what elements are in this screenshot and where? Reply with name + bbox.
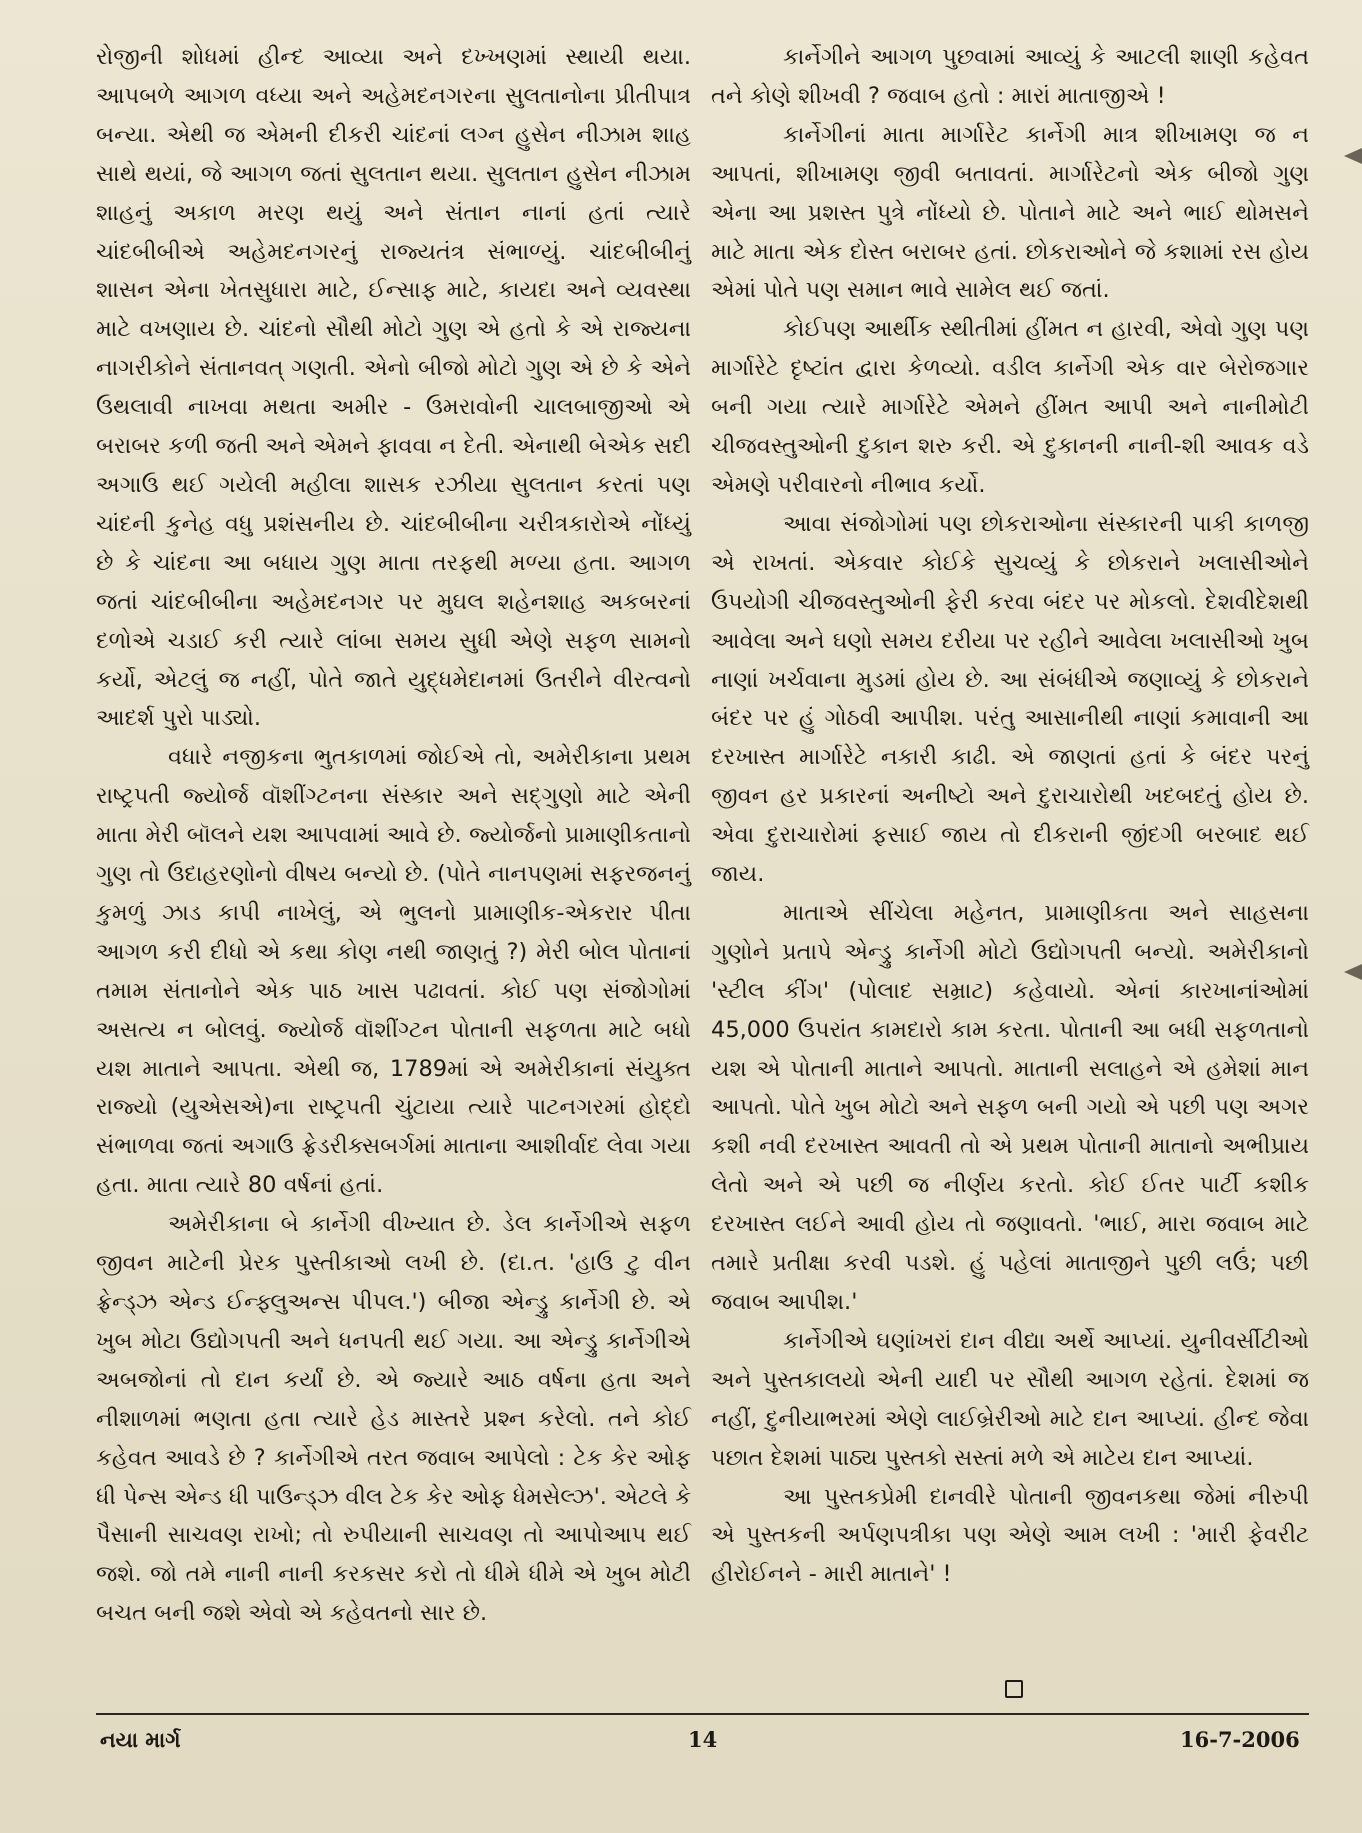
page-edge-marker-icon <box>1344 964 1362 980</box>
paragraph-left-2: વધારે નજીકના ભુતકાળમાં જોઈએ તો, અમેરીકાના પ્રથમ રાષ્ટ્રપતી જ્યોર્જ વૉશીંગ્ટનના સંસ્કાર અને સદ્ગુણો માટે એની માતા મેરી બૉલને યશ આપવામાં આવે છે. જ્યોર્જનો પ્રામાણીકતાનો ગુણ તો ઉદાહરણોનો વીષય બન્યો છે. (પોતે નાનપણમાં સફરજનનું કુમળું ઝાડ કાપી નાખેલું, એ ભુલનો પ્રામાણીક-એકરાર પીતા આગળ કરી દીધો એ કથા કોણ નથી જાણતું ?) મેરી બોલ પોતાનાં તમામ સંતાનોને એક પાઠ ખાસ પઢાવતાં. કોઈ પણ સંજોગોમાં અસત્ય ન બોલવું. જ્યોર્જ વૉશીંગ્ટન પોતાની સફળતા માટે બધો યશ માતાને આપતા. એથી જ, 1789માં એ અમેરીકાનાં સંયુક્ત રાજ્યો (યુએસએ)ના રાષ્ટ્રપતી ચુંટાયા ત્યારે પાટનગરમાં હોદ્દો સંભાળવા જતાં અગાઉ ફ્રેડરીક્સબર્ગમાં માતાના આશીર્વાદ લેવા ગયા હતા. માતા ત્યારે 80 વર્ષનાં હતાં. <box>96 744 691 1199</box>
paragraph-right-1: કાર્નેગીને આગળ પુછવામાં આવ્યું કે આટલી શાણી કહેવત તને કોણે શીખવી ? જવાબ હતો : મારાં માતાજીએ ! <box>711 44 1309 109</box>
paragraph-right-3: કોઈપણ આર્થીક સ્થીતીમાં હીંમત ન હારવી, એવો ગુણ પણ માર્ગારેટે દૃષ્ટાંત દ્વારા કેળવ્યો. વડીલ કાર્નેગી એક વાર બેરોજગાર બની ગયા ત્યારે માર્ગારેટે એમને હીંમત આપી અને નાનીમોટી ચીજવસ્તુઓની દુકાન શરુ કરી. એ દુકાનની નાની-શી આવક વડે એમણે પરીવારનો નીભાવ કર્યો. <box>711 316 1309 498</box>
footer-divider <box>96 1713 1309 1715</box>
footer-page-number: 14 <box>688 1727 718 1752</box>
paragraph-right-2: કાર્નેગીનાં માતા માર્ગારેટ કાર્નેગી માત્ર શીખામણ જ ન આપતાં, શીખામણ જીવી બતાવતાં. માર્ગારેટનો એક બીજો ગુણ એના આ પ્રશસ્ત પુત્રે નોંધ્યો છે. પોતાને માટે અને ભાઈ થોમસને માટે માતા એક દોસ્ત બરાબર હતાં. છોકરાઓને જે કશામાં રસ હોય એમાં પોતે પણ સમાન ભાવે સામેલ થઈ જતાં. <box>711 121 1309 304</box>
right-column <box>711 38 1309 1594</box>
footer-publication-name: નયા માર્ગ <box>100 1727 181 1752</box>
article-end-square-icon <box>1005 1680 1023 1698</box>
paragraph-left-3: અમેરીકાના બે કાર્નેગી વીખ્યાત છે. ડેલ કાર્નેગીએ સફળ જીવન માટેની પ્રેરક પુસ્તીકાઓ લખી છે. (દા.ત. 'હાઉ ટુ વીન ફ્રેન્ડ્ઝ એન્ડ ઈન્ફ્લુઅન્સ પીપલ.') બીજા એન્ડ્રુ કાર્નેગી છે. એ ખુબ મોટા ઉદ્યોગપતી અને ધનપતી થઈ ગયા. આ એન્ડ્રુ કાર્નેગીએ અબજોનાં તો દાન કર્યાં છે. એ જ્યારે આઠ વર્ષના હતા અને નીશાળમાં ભણતા હતા ત્યારે હેડ માસ્તરે પ્રશ્ન કરેલો. તને કોઈ કહેવત આવડે છે ? કાર્નેગીએ તરત જવાબ આપેલો : ટેક કેર ઓફ ધી પેન્સ એન્ડ ધી પાઉન્ડ્ઝ વીલ ટેક કેર ઓફ ધેમસેલ્ઝ'. એટલે કે પૈસાની સાચવણ રાખો; તો રુપીયાની સાચવણ તો આપોઆપ થઈ જશે. જો તમે નાની નાની કરકસર કરો તો ધીમે ધીમે એ ખુબ મોટી બચત બની જશે એવો એ કહેવતનો સાર છે. <box>96 1211 691 1627</box>
paragraph-left-1: રોજીની શોધમાં હીન્દ આવ્યા અને દખ્ખણમાં સ્થાયી થયા. આપબળે આગળ વધ્યા અને અહેમદનગરના સુલતાનોના પ્રીતીપાત્ર બન્યા. એથી જ એમની દીકરી ચાંદનાં લગ્ન હુસેન નીઝામ શાહ સાથે થયાં, જે આગળ જતાં સુલતાન થયા. સુલતાન હુસેન નીઝામ શાહનું અકાળ મરણ થયું અને સંતાન નાનાં હતાં ત્યારે ચાંદબીબીએ અહેમદનગરનું રાજ્યતંત્ર સંભાળ્યું. ચાંદબીબીનું શાસન એના ખેતસુધારા માટે, ઈન્સાફ માટે, કાયદા અને વ્યવસ્થા માટે વખણાય છે. ચાંદનો સૌથી મોટો ગુણ એ હતો કે એ રાજ્યના નાગરીકોને સંતાનવત્ ગણતી. એનો બીજો મોટો ગુણ એ છે કે એને ઉથલાવી નાખવા મથતા અમીર - ઉમરાવોની ચાલબાજીઓ એ બરાબર કળી જતી અને એમને ફાવવા ન દેતી. એનાથી બેએક સદી અગાઉ થઈ ગયેલી મહીલા શાસક રઝીયા સુલતાન કરતાં પણ ચાંદની કુનેહ વધુ પ્રશંસનીય છે. ચાંદબીબીના ચરીત્રકારોએ નોંધ્યું છે કે ચાંદના આ બધાય ગુણ માતા તરફથી મળ્યા હતા. આગળ જતાં ચાંદબીબીના અહેમદનગર પર મુઘલ શહેનશાહ અકબરનાં દળોએ ચડાઈ કરી ત્યારે લાંબા સમય સુધી એણે સફળ સામનો કર્યો, એટલું જ નહીં, પોતે જાતે યુદ્ધમેદાનમાં ઉતરીને વીરત્વનો આદર્શ પુરો પાડ્યો. <box>96 44 691 732</box>
paragraph-right-4: આવા સંજોગોમાં પણ છોકરાઓના સંસ્કારની પાકી કાળજી એ રાખતાં. એકવાર કોઈકે સુચવ્યું કે છોકરાને ખલાસીઓને ઉપયોગી ચીજવસ્તુઓની ફેરી કરવા બંદર પર મોકલો. દેશવીદેશથી આવેલા અને ઘણો સમય દરીયા પર રહીને આવેલા ખલાસીઓ ખુબ નાણાં ખર્ચવાના મુડમાં હોય છે. આ સંબંધીએ જણાવ્યું કે છોકરાને બંદર પર હું ગોઠવી આપીશ. પરંતુ આસાનીથી નાણાં કમાવાની આ દરખાસ્ત માર્ગારેટે નકારી કાઢી. એ જાણતાં હતાં કે બંદર પરનું જીવન હર પ્રકારનાં અનીષ્ટો અને દુરાચારોથી ખદબદતું હોય છે. એવા દુરાચારોમાં ફસાઈ જાય તો દીકરાની જીંદગી બરબાદ થઈ જાય. <box>711 510 1309 888</box>
footer-date: 16-7-2006 <box>1180 1727 1300 1752</box>
paragraph-right-7: આ પુસ્તકપ્રેમી દાનવીરે પોતાની જીવનકથા જેમાં નીરુપી એ પુસ્તકની અર્પણપત્રીકા પણ એણે આમ લખી : 'મારી ફેવરીટ હીરોઈનને - મારી માતાને' ! <box>711 1483 1309 1588</box>
page-edge-marker-icon <box>1344 148 1362 164</box>
paragraph-right-5: માતાએ સીંચેલા મહેનત, પ્રામાણીકતા અને સાહસના ગુણોને પ્રતાપે એન્ડ્રુ કાર્નેગી મોટો ઉદ્યોગપતી બન્યો. અમેરીકાનો 'સ્ટીલ કીંગ' (પોલાદ સમ્રાટ) કહેવાયો. એનાં કારખાનાંઓમાં 45,000 ઉપરાંત કામદારો કામ કરતા. પોતાની આ બધી સફળતાનો યશ એ પોતાની માતાને આપતો. માતાની સલાહને એ હમેશાં માન આપતો. પોતે ખુબ મોટો અને સફળ બની ગયો એ પછી પણ અગર કશી નવી દરખાસ્ત આવતી તો એ પ્રથમ પોતાની માતાનો અભીપ્રાય લેતો અને એ પછી જ નીર્ણય કરતો. કોઈ ઈતર પાર્ટી કશીક દરખાસ્ત લઈને આવી હોય તો જણાવતો. 'ભાઈ, મારા જવાબ માટે તમારે પ્રતીક્ષા કરવી પડશે. હું પહેલાં માતાજીને પુછી લઉં; પછી જવાબ આપીશ.' <box>711 899 1309 1315</box>
left-column <box>96 38 691 1633</box>
paragraph-right-6: કાર્નેગીએ ઘણાંખરાં દાન વીદ્યા અર્થે આપ્યાં. યુનીવર્સીટીઓ અને પુસ્તકાલયો એની યાદી પર સૌથી આગળ રહેતાં. દેશમાં જ નહીં, દુનીયાભરમાં એણે લાઈબ્રેરીઓ માટે દાન આપ્યાં. હીન્દ જેવા પછાત દેશમાં પાઠ્ય પુસ્તકો સસ્તાં મળે એ માટેય દાન આપ્યાં. <box>711 1327 1309 1471</box>
